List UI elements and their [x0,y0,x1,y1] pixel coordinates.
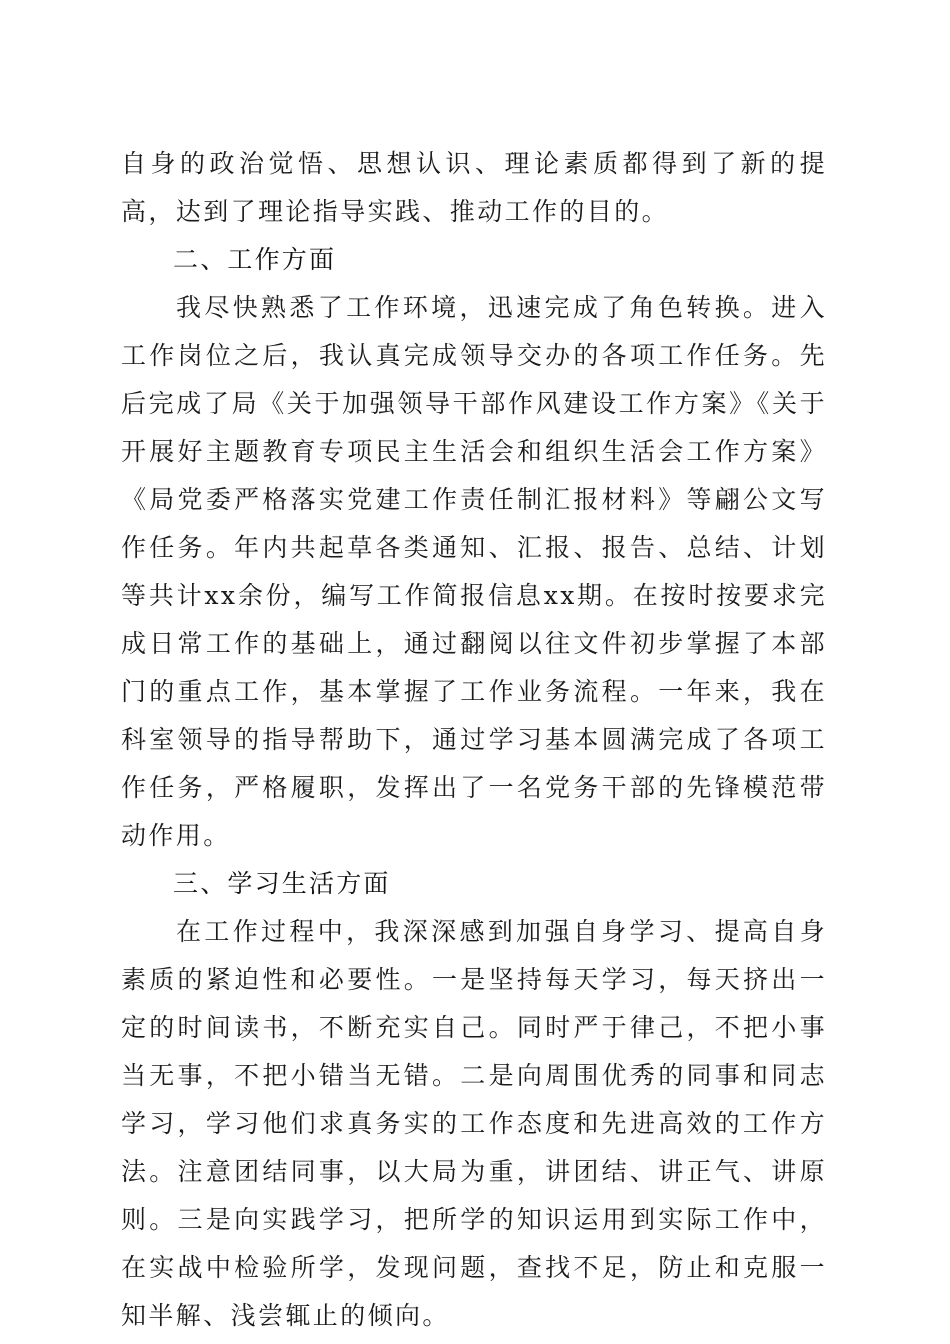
section-heading-work: 二、工作方面 [173,245,337,274]
document-body [121,140,827,1340]
paragraph-work: 我尽快熟悉了工作环境，迅速完成了角色转换。进入工作岗位之后，我认真完成领导交办的各项工作任务。先后完成了局《关于加强领导干部作风建设工作方案》《关于开展好主题教育专项民主生活会和组织生活会工作方案》《局党委严格落实党建工作责任制汇报材料》等翩公文写作任务。年内共起草各类通知、汇报、报告、总结、计划等共计xx余份，编写工作简报信息xx期。在按时按要求完成日常工作的基础上，通过翻阅以往文件初步掌握了本部门的重点工作，基本掌握了工作业务流程。一年来，我在科室领导的指导帮助下，通过学习基本圆满完成了各项工作任务，严格履职，发挥出了一名党务干部的先锋模范带动作用。 [121,293,827,850]
section-heading-study-life: 三、学习生活方面 [173,869,391,898]
paragraph-study-life: 在工作过程中，我深深感到加强自身学习、提高自身素质的紧迫性和必要性。一是坚持每天学习，每天挤出一定的时间读书，不断充实自己。同时严于律己，不把小事当无事，不把小错当无错。二是向周围优秀的同事和同志学习，学习他们求真务实的工作态度和先进高效的工作方法。注意团结同事，以大局为重，讲团结、讲正气、讲原则。三是向实践学习，把所学的知识运用到实际工作中，在实战中检验所学，发现问题，查找不足，防止和克服一知半解、浅尝辄止的倾向。 [121,917,827,1330]
paragraph-continuation: 自身的政治觉悟、思想认识、理论素质都得到了新的提高，达到了理论指导实践、推动工作的目的。 [121,149,827,226]
